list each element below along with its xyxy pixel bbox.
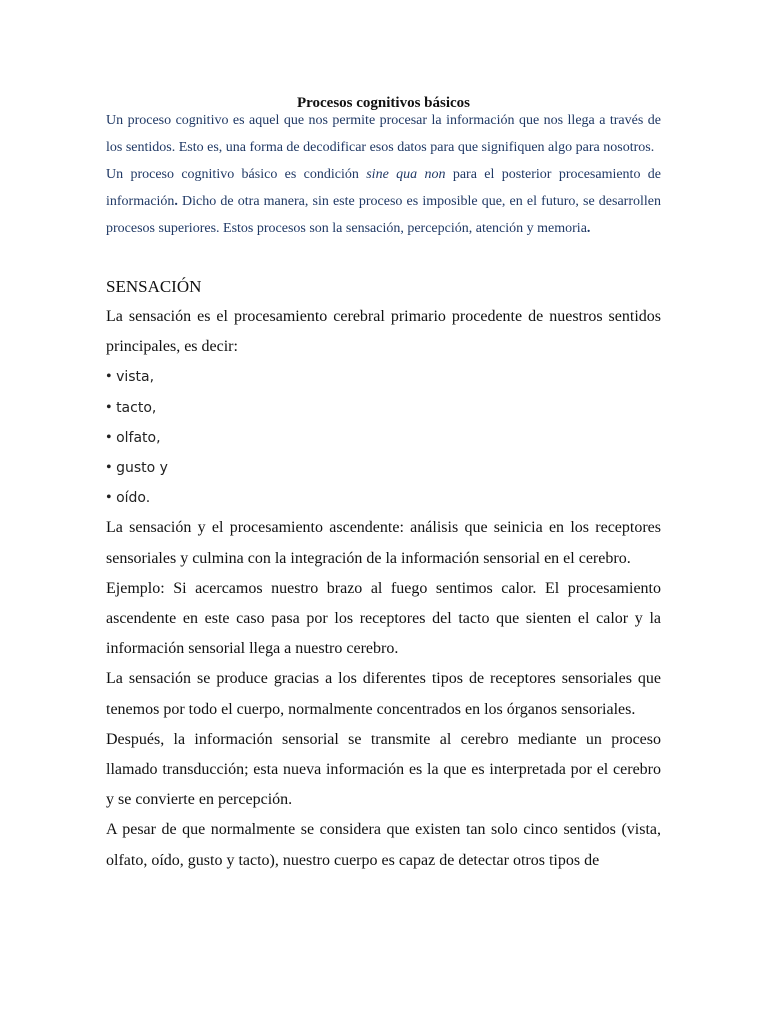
list-item-text: tacto, (116, 399, 157, 416)
intro-paragraph-1: Un proceso cognitivo es aquel que nos permite procesar la información que nos llega a través de los sentidos. Esto es, una forma de decodificar esos datos para que signifiquen algo para nosotros. (106, 113, 661, 155)
intro-section (106, 107, 661, 242)
body-paragraph-2: La sensación y el procesamiento ascendente: análisis que seinicia en los receptores sensoriales y culmina con la integración de la información sensorial en el cerebro. (106, 519, 661, 567)
list-item-text: oído. (116, 490, 151, 507)
list-item-text: gusto y (116, 460, 168, 477)
bullet-marker: • (106, 428, 112, 446)
bullet-marker: • (106, 368, 112, 386)
body-paragraph-1: La sensación es el procesamiento cerebral primario procedente de nuestros sentidos principales, es decir: (106, 308, 661, 356)
body-paragraph-3: Ejemplo: Si acercamos nuestro brazo al fuego sentimos calor. El procesamiento ascendente en este caso pasa por los receptores del tacto que sienten el calor y la información sensorial llega a nuestro cerebro. (106, 579, 661, 658)
document-content (106, 92, 661, 876)
body-paragraph-4: La sensación se produce gracias a los diferentes tipos de receptores sensoriales que tenemos por todo el cuerpo, normalmente concentrados en los órganos sensoriales. (106, 670, 661, 718)
intro-italic-phrase: sine qua non (366, 167, 446, 182)
intro-paragraph-2 (106, 161, 661, 242)
section-heading-sensacion: SENSACIÓN (106, 277, 202, 296)
bullet-marker: • (106, 459, 112, 477)
intro-end-period: . (586, 221, 591, 236)
list-item (106, 362, 661, 392)
section-body (106, 302, 661, 876)
list-item (106, 393, 661, 423)
bullet-marker: • (106, 489, 112, 507)
intro-text-before-italic: Un proceso cognitivo básico es condición (106, 167, 367, 182)
intro-bold-period: . (174, 194, 178, 209)
body-paragraph-5: Después, la información sensorial se transmite al cerebro mediante un proceso llamado transducción; esta nueva información es la que es interpretada por el cerebro y se convierte en percepción. (106, 730, 661, 809)
list-item-text: olfato, (116, 429, 161, 446)
bullet-marker: • (106, 398, 112, 416)
intro-text-after: Dicho de otra manera, sin este proceso es imposible que, en el futuro, se desarrollen procesos superiores. Estos procesos son la sensación, percepción, atención y memoria (106, 194, 661, 236)
list-item-text: vista, (116, 369, 155, 386)
intro-text-middle: para el posterior procesamiento de información (106, 167, 662, 209)
document-title: Procesos cognitivos básicos (296, 95, 471, 111)
list-item (106, 483, 661, 513)
list-item (106, 423, 661, 453)
body-paragraph-6: A pesar de que normalmente se considera que existen tan solo cinco sentidos (vista, olfato, oído, gusto y tacto), nuestro cuerpo es capaz de detectar otros tipos de (106, 821, 661, 869)
senses-list (106, 362, 661, 513)
list-item (106, 453, 661, 483)
